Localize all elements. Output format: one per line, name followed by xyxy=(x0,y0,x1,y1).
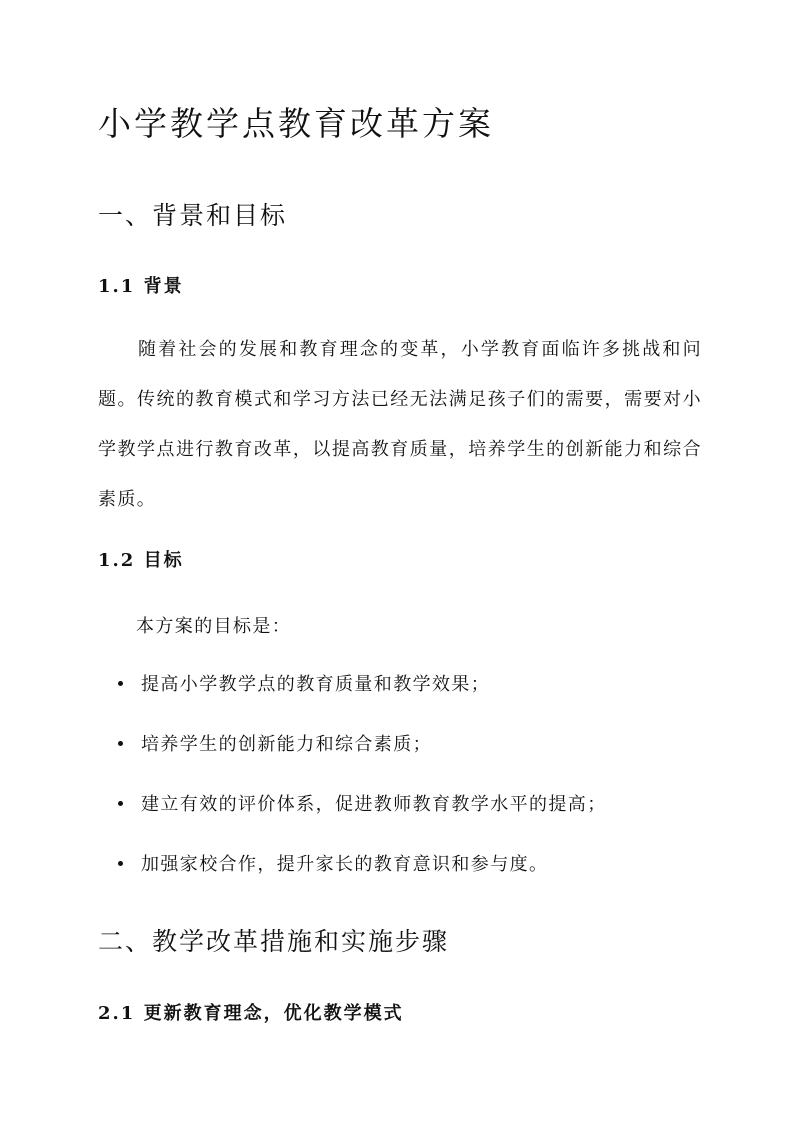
bullet-icon xyxy=(118,681,123,686)
section-2-heading: 二、教学改革措施和实施步骤 xyxy=(98,927,450,956)
document-title: 小学教学点教育改革方案 xyxy=(98,104,494,143)
list-item xyxy=(118,792,607,852)
list-item-text: 建立有效的评价体系，促进教师教育教学水平的提高； xyxy=(141,794,607,815)
list-item xyxy=(118,852,607,912)
bullet-icon xyxy=(118,801,123,806)
section-2-1-heading: 2.1 更新教育理念，优化教学模式 xyxy=(98,1003,404,1024)
background-paragraph: 随着社会的发展和教育理念的变革，小学教育面临许多挑战和问题。传统的教育模式和学习方法已经无法满足孩子们的需要，需要对小学教学点进行教育改革，以提高教育质量，培养学生的创新能力和综合素质。 xyxy=(98,339,702,510)
goals-list xyxy=(118,672,607,912)
section-1-2-heading: 1.2 目标 xyxy=(98,550,184,571)
bullet-icon xyxy=(118,741,123,746)
list-item-text: 加强家校合作，提升家长的教育意识和参与度。 xyxy=(141,854,549,875)
section-1-heading: 一、背景和目标 xyxy=(98,201,288,230)
list-item xyxy=(118,732,607,792)
goals-intro: 本方案的目标是： xyxy=(136,616,292,637)
list-item xyxy=(118,672,607,732)
section-1-1-heading: 1.1 背景 xyxy=(98,276,184,297)
list-item-text: 培养学生的创新能力和综合素质； xyxy=(141,734,432,755)
bullet-icon xyxy=(118,861,123,866)
list-item-text: 提高小学教学点的教育质量和教学效果； xyxy=(141,674,491,695)
